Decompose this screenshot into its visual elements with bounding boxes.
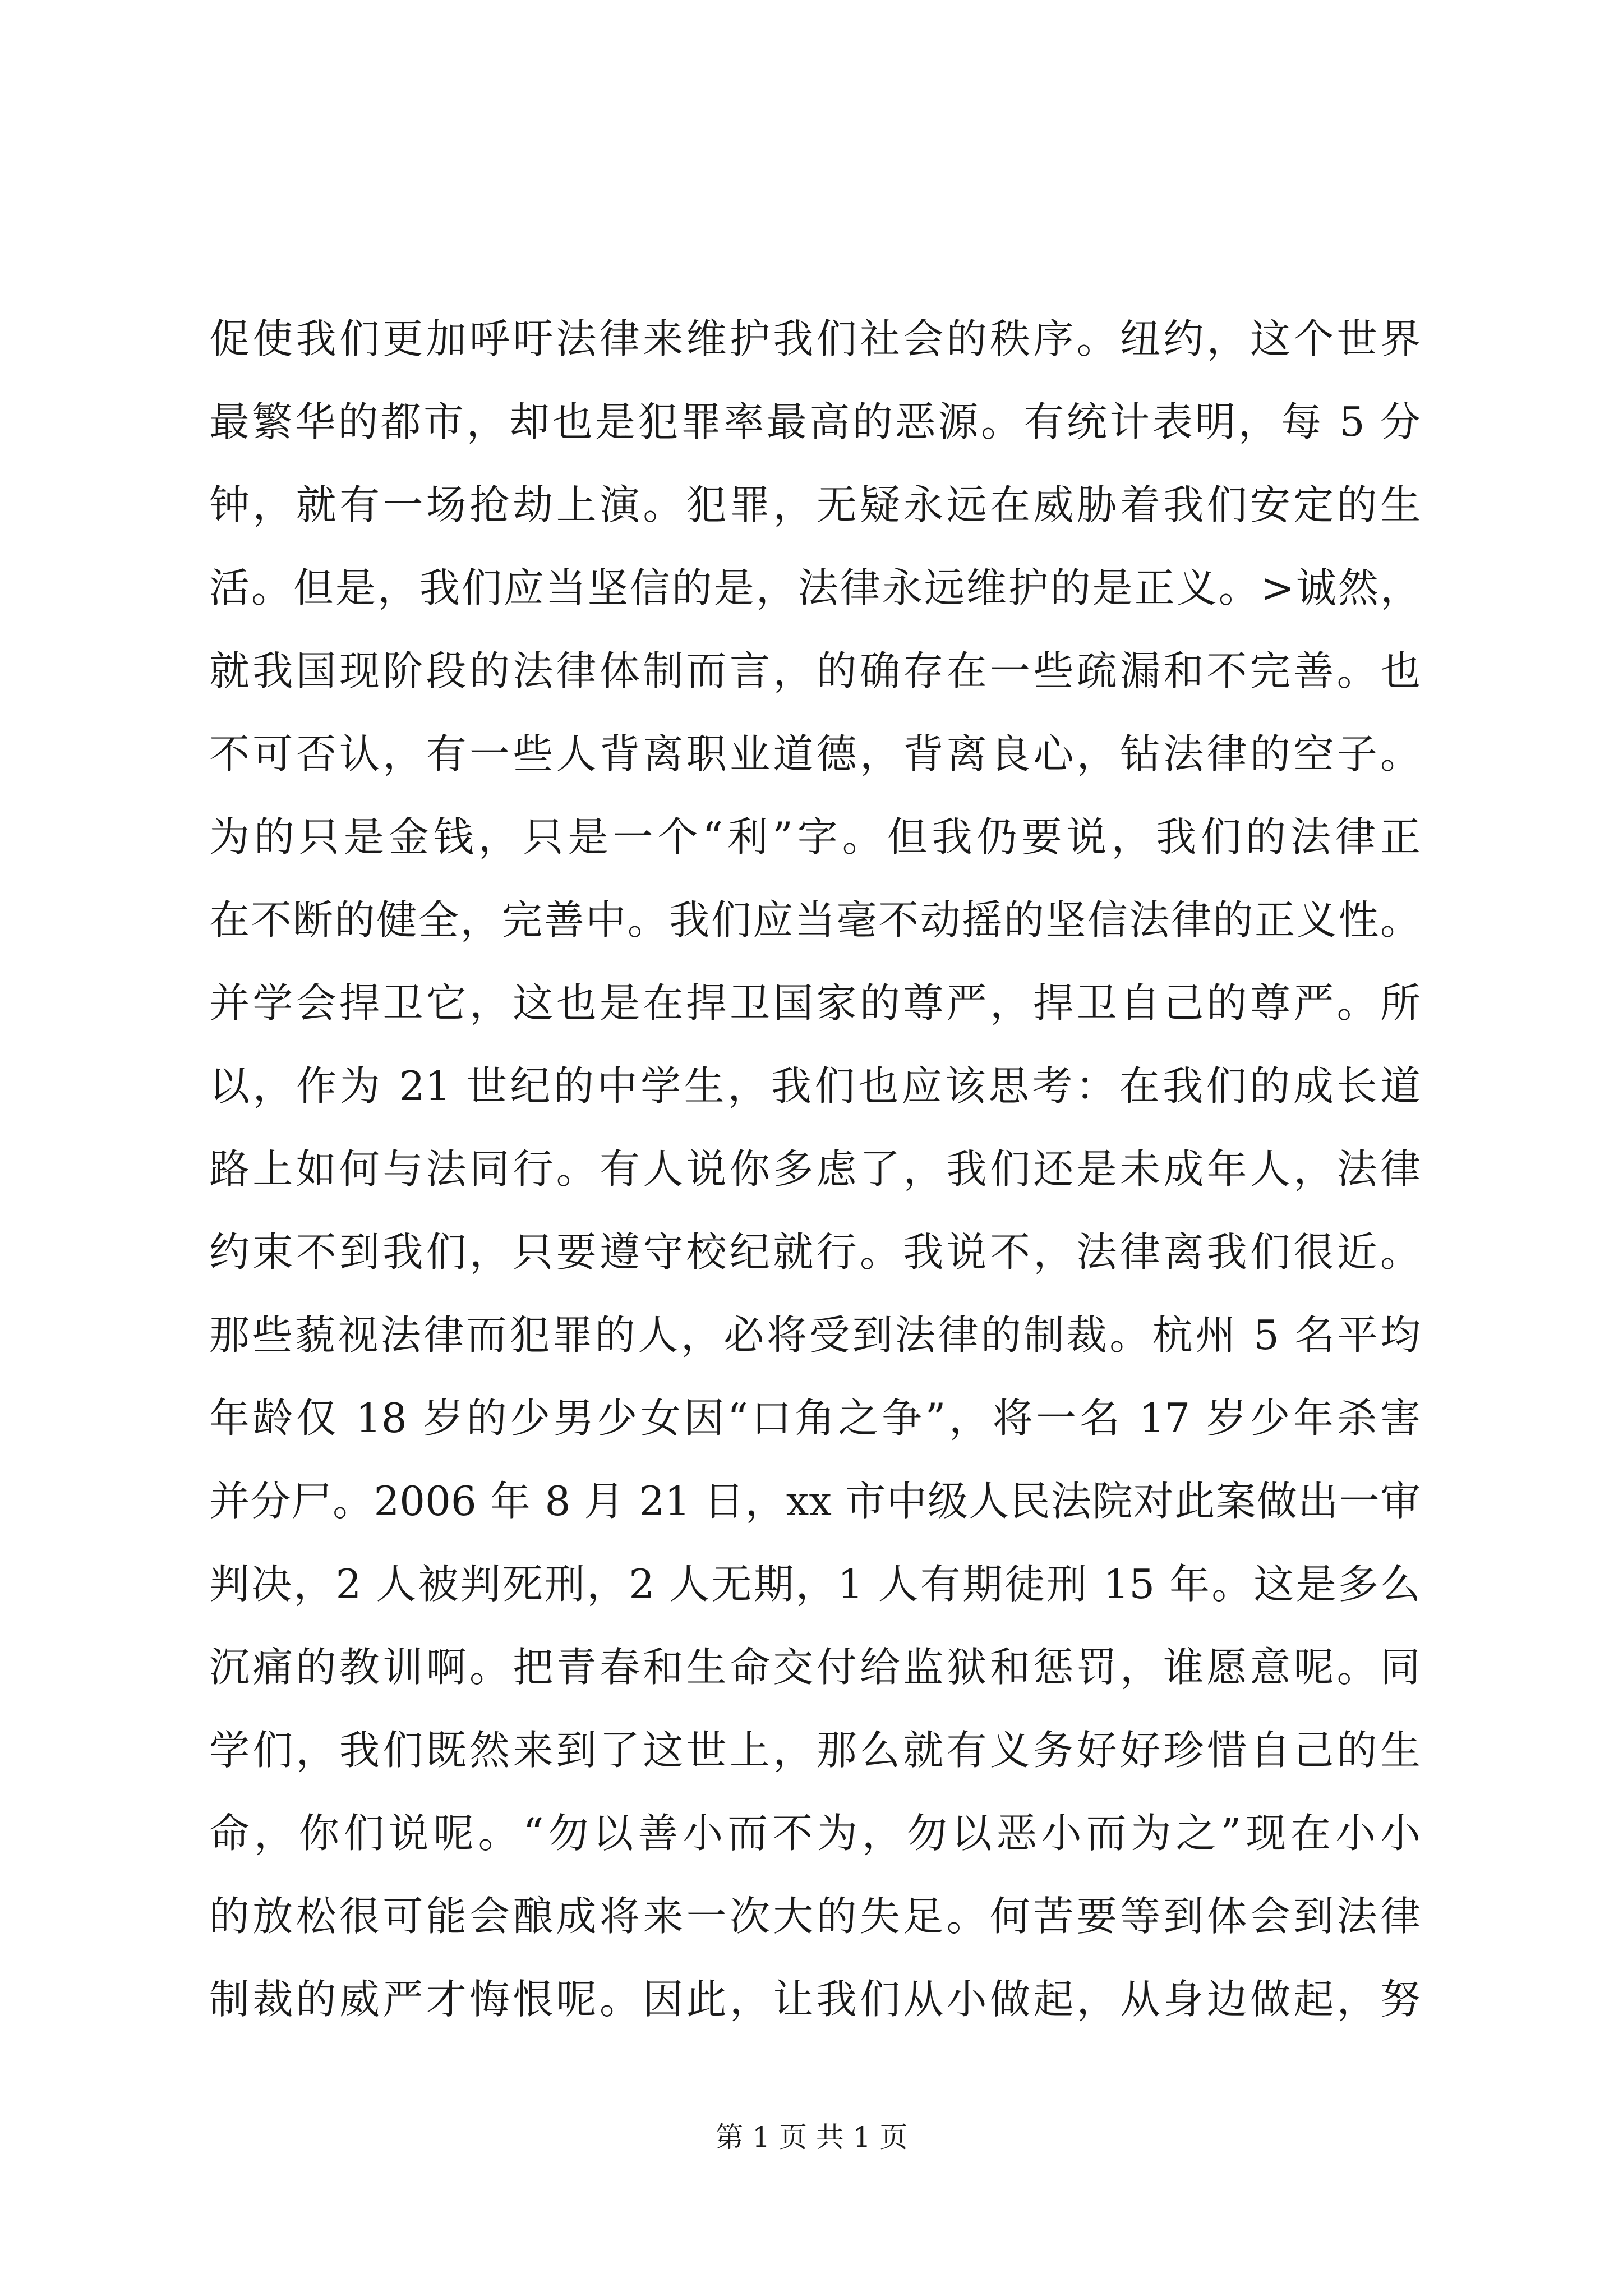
text-line: 路上如何与法同行。有人说你多虑了，我们还是未成年人，法律 — [209, 1145, 1421, 1193]
text-line: 的放松很可能会酿成将来一次大的失足。何苦要等到体会到法律 — [209, 1893, 1421, 1940]
text-line: 为的只是金钱，只是一个“利”字。但我仍要说，我们的法律正 — [209, 813, 1421, 861]
text-line: 学们，我们既然来到了这世上，那么就有义务好好珍惜自己的生 — [209, 1727, 1421, 1774]
text-line: 沉痛的教训啊。把青春和生命交付给监狱和惩罚，谁愿意呢。同 — [209, 1644, 1421, 1691]
text-line: 年龄仅 18 岁的少男少女因“口角之争”，将一名 17 岁少年杀害 — [209, 1395, 1421, 1442]
text-line: 并分尸。2006 年 8 月 21 日，xx 市中级人民法院对此案做出一审 — [209, 1478, 1421, 1525]
text-line: 并学会捍卫它，这也是在捍卫国家的尊严，捍卫自己的尊严。所 — [209, 979, 1421, 1027]
text-line: 最繁华的都市，却也是犯罪率最高的恶源。有统计表明，每 5 分 — [209, 398, 1421, 445]
text-line: 钟，就有一场抢劫上演。犯罪，无疑永远在威胁着我们安定的生 — [209, 481, 1421, 528]
text-line: 判决，2 人被判死刑，2 人无期，1 人有期徒刑 15 年。这是多么 — [209, 1561, 1421, 1608]
text-line: 约束不到我们，只要遵守校纪就行。我说不，法律离我们很近。 — [209, 1228, 1421, 1276]
page-footer: 第 1 页 共 1 页 — [715, 2121, 908, 2154]
text-line: 在不断的健全，完善中。我们应当毫不动摇的坚信法律的正义性。 — [209, 896, 1421, 944]
text-line: 制裁的威严才悔恨呢。因此，让我们从小做起，从身边做起，努 — [209, 1976, 1421, 2023]
text-line: 不可否认，有一些人背离职业道德，背离良心，钻法律的空子。 — [209, 730, 1421, 777]
body-text — [209, 297, 1421, 2041]
text-line: 命，你们说呢。“勿以善小而不为，勿以恶小而为之”现在小小 — [209, 1810, 1421, 1857]
text-line: 促使我们更加呼吁法律来维护我们社会的秩序。纽约，这个世界 — [209, 315, 1421, 362]
text-line: 那些藐视法律而犯罪的人，必将受到法律的制裁。杭州 5 名平均 — [209, 1312, 1421, 1359]
text-line: 活。但是，我们应当坚信的是，法律永远维护的是正义。>诚然， — [209, 564, 1421, 611]
text-line: 以，作为 21 世纪的中学生，我们也应该思考：在我们的成长道 — [209, 1062, 1421, 1110]
text-line: 就我国现阶段的法律体制而言，的确存在一些疏漏和不完善。也 — [209, 647, 1421, 694]
